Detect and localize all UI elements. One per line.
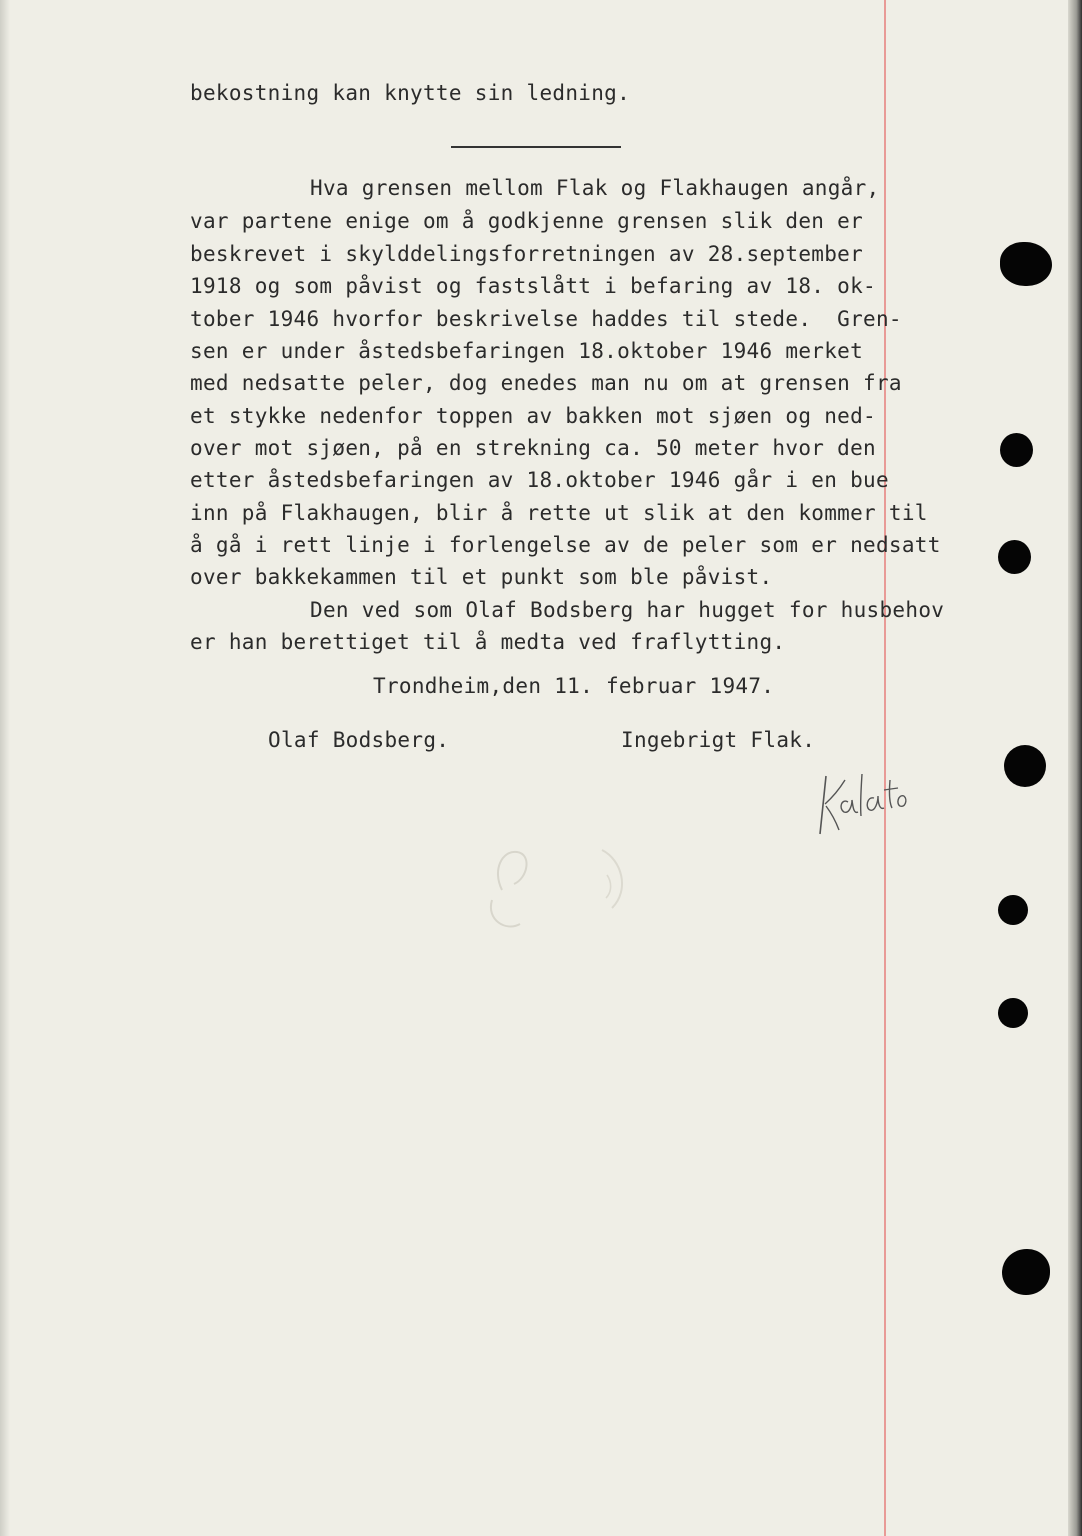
opening-line: bekostning kan knytte sin ledning. bbox=[190, 81, 631, 105]
paragraph-2-line-2: er han berettiget til å medta ved fraflytting. bbox=[190, 630, 786, 654]
signatory-right: Ingebrigt Flak. bbox=[621, 728, 816, 752]
signatory-left: Olaf Bodsberg. bbox=[268, 728, 450, 752]
faint-stamp-impression bbox=[462, 820, 642, 940]
paragraph-1-line-9: over mot sjøen, på en strekning ca. 50 meter hvor den bbox=[190, 436, 876, 460]
paragraph-1-line-12: å gå i rett linje i forlengelse av de peler som er nedsatt bbox=[190, 533, 941, 557]
punch-hole-7 bbox=[1002, 1249, 1050, 1295]
paragraph-1-line-13: over bakkekammen til et punkt som ble påvist. bbox=[190, 565, 773, 589]
page-right-edge bbox=[1068, 0, 1082, 1536]
paragraph-1-line-8: et stykke nedenfor toppen av bakken mot sjøen og ned- bbox=[190, 404, 876, 428]
paragraph-1-line-10: etter åstedsbefaringen av 18.oktober 1946 går i en bue bbox=[190, 468, 889, 492]
paragraph-1-line-2: var partene enige om å godkjenne grensen slik den er bbox=[190, 209, 864, 233]
page-left-edge bbox=[0, 0, 10, 1536]
paragraph-1-line-5: tober 1946 hvorfor beskrivelse haddes til stede. Gren- bbox=[190, 307, 902, 331]
punch-hole-2 bbox=[1000, 433, 1033, 467]
punch-hole-5 bbox=[998, 895, 1028, 925]
punch-hole-3 bbox=[998, 540, 1031, 574]
paragraph-1-line-3: beskrevet i skylddelingsforretningen av 28.september bbox=[190, 242, 864, 266]
place-date: Trondheim,den 11. februar 1947. bbox=[373, 674, 775, 698]
punch-hole-6 bbox=[998, 998, 1028, 1028]
paragraph-1-line-7: med nedsatte peler, dog enedes man nu om at grensen fra bbox=[190, 371, 902, 395]
punch-hole-4 bbox=[1004, 745, 1046, 787]
punch-hole-1 bbox=[1000, 242, 1052, 286]
paragraph-1-line-4: 1918 og som påvist og fastslått i befaring av 18. ok- bbox=[190, 274, 876, 298]
paragraph-2-line-1: Den ved som Olaf Bodsberg har hugget for husbehov bbox=[310, 598, 945, 622]
handwritten-initials bbox=[812, 768, 912, 840]
section-separator bbox=[451, 146, 621, 148]
paragraph-1-line-11: inn på Flakhaugen, blir å rette ut slik at den kommer til bbox=[190, 501, 928, 525]
paragraph-1-line-6: sen er under åstedsbefaringen 18.oktober 1946 merket bbox=[190, 339, 864, 363]
paragraph-1-line-1: Hva grensen mellom Flak og Flakhaugen angår, bbox=[310, 176, 880, 200]
